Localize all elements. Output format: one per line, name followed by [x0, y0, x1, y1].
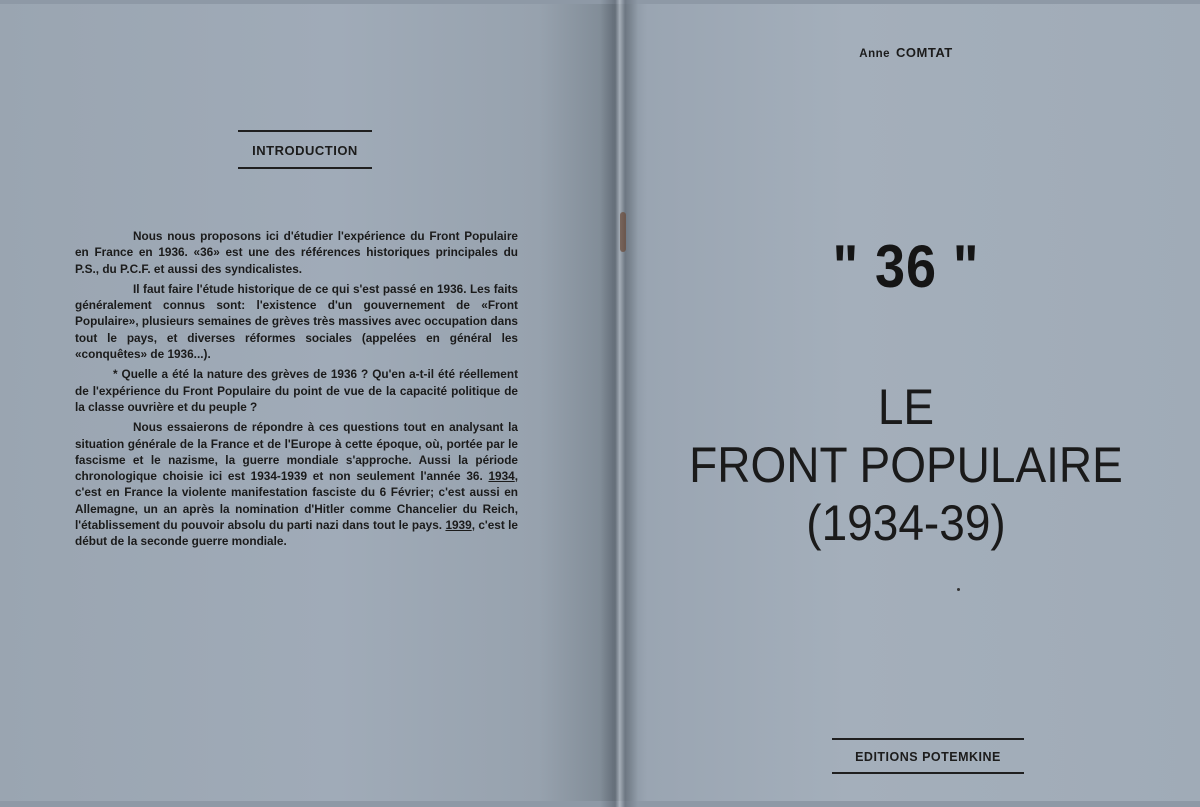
introduction-body — [75, 228, 518, 554]
paragraph-1: Nous nous proposons ici d'étudier l'expérience du Front Populaire en France en 1936. «36» est une des références historiques principales du P.S., du P.C.F. et aussi des syndicalistes. — [75, 229, 518, 276]
author-first-name: Anne — [859, 48, 891, 60]
author-name — [612, 45, 1200, 60]
paragraph-4-start: Nous essaierons de répondre à ces questions tout en analysant la situation générale de la France et de l'Europe à cette époque, où, portée par le fascisme et le nazisme, la guerre mondiale s'approche. Aussi la période chronologique choisie ici est 1934-1939 et non seulement l'année 36. — [75, 420, 518, 484]
book-title — [612, 378, 1200, 552]
introduction-heading: INTRODUCTION — [238, 130, 372, 169]
paragraph-4-end: , c'est le début de la seconde guerre mondiale. — [75, 518, 518, 549]
author-last-name: COMTAT — [896, 45, 953, 60]
paper-speck — [957, 588, 960, 591]
paragraph-4 — [75, 419, 518, 549]
year-1939: 1939 — [445, 518, 472, 533]
title-line-2: FRONT POPULAIRE — [689, 437, 1123, 493]
binding-mark — [620, 212, 626, 252]
publisher-name: EDITIONS POTEMKINE — [832, 738, 1024, 774]
paragraph-3: * Quelle a été la nature des grèves de 1936 ? Qu'en a-t-il été réellement de l'expérience du Front Populaire du point de vue de la capacité politique de la classe ouvrière et du peuple ? — [75, 367, 518, 414]
title-line-1: LE — [877, 379, 935, 435]
big-number-title: " 36 " — [832, 233, 980, 300]
year-1934: 1934 — [488, 469, 515, 484]
paragraph-2: Il faut faire l'étude historique de ce qui s'est passé en 1936. Les faits généralement connus sont: l'existence d'un gouvernement de «Front Populaire», plusieurs semaines de grèves très massives avec occupation dans tout le pays, et diverses réformes sociales (appelées en général les «conquêtes» de 1936...). — [75, 281, 518, 362]
paragraph-4-middle: , c'est en France la violente manifestation fasciste du 6 Février; c'est aussi en Allemagne, un an après la nomination d'Hitler comme Chancelier du Reich, l'établissement du pouvoir absolu du parti nazi dans tout le pays. — [75, 469, 518, 533]
title-line-3: (1934-39) — [806, 495, 1006, 551]
